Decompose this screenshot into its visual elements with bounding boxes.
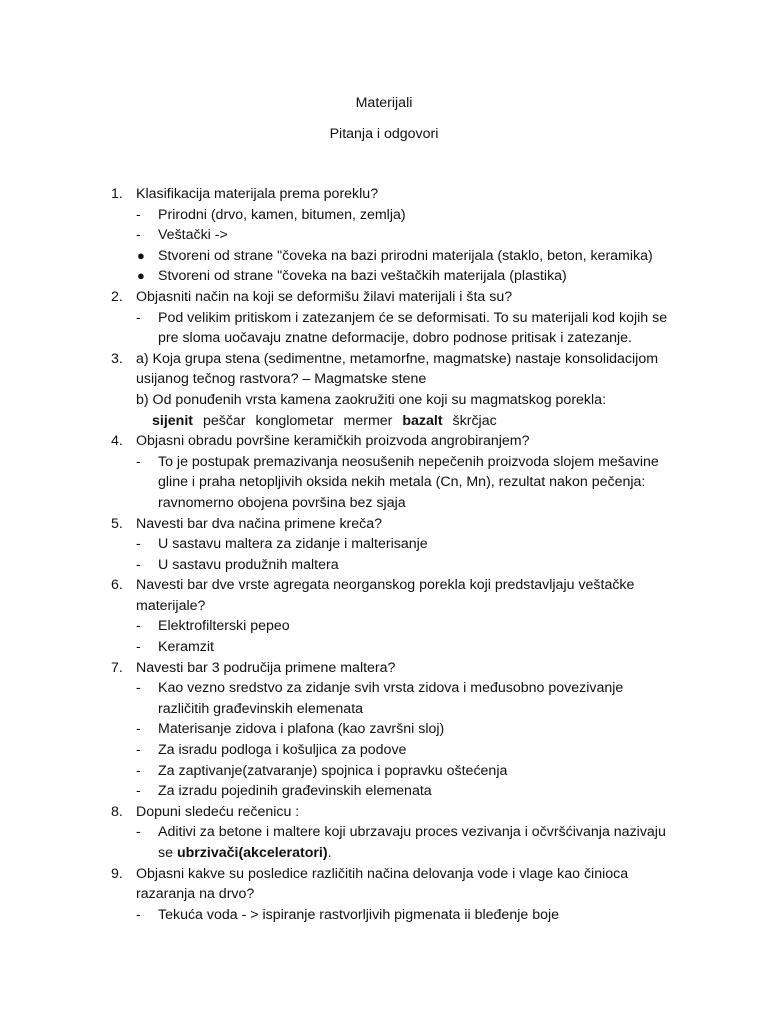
dash-marker: - [136, 556, 141, 573]
question-number: 8. [111, 803, 123, 820]
dash-marker: - [136, 639, 141, 656]
question-text: Objasni kakve su posledice različitih načina delovanja vode i vlage kao činioca razaranja na drvo? [136, 865, 629, 903]
answer-text: Aditivi za betone i maltere koji ubrzavaju proces vezivanja i očvršćivanja nazivaju se [158, 824, 666, 861]
question-number: 7. [111, 659, 123, 676]
stone-option: škrčjac [452, 412, 497, 429]
answer-item: Keramzit [158, 639, 214, 656]
answer-item [158, 822, 678, 863]
answer-item: Za zaptivanje(zatvaranje) spojnica i popravku oštećenja [158, 762, 508, 779]
dash-marker: - [136, 742, 141, 759]
answer-item: U sastavu maltera za zidanje i malterisanje [158, 536, 428, 553]
answer-item: Prirodni (drvo, kamen, bitumen, zemlja) [158, 206, 406, 223]
bullet-icon: ● [137, 247, 145, 263]
dash-marker: - [136, 618, 141, 635]
question-text: a) Koja grupa stena (sedimentne, metamorfne, magmatske) nastaje konsolidacijom usijanog tečnog rastvora? – Magmatske stene [136, 350, 659, 388]
dash-marker: - [136, 762, 141, 779]
question-9 [0, 864, 768, 926]
question-text: Navesti bar dve vrste agregata neorganskog porekla koji predstavljaju veštačke materijale? [136, 577, 635, 614]
stone-options [152, 411, 768, 432]
dash-marker: - [136, 824, 141, 841]
answer-item: Za izradu pojedinih građevinskih elemenata [158, 783, 432, 800]
answer-item: Tekuća voda - > ispiranje rastvorljivih pigmenata ii bleđenje boje [158, 906, 560, 923]
question-number: 4. [111, 433, 123, 450]
dash-marker: - [136, 536, 141, 553]
dash-marker: - [136, 721, 141, 738]
question-number: 2. [111, 288, 123, 305]
question-5 [0, 514, 768, 576]
dash-marker: - [136, 906, 141, 923]
answer-keyword: ubrzivači(akceleratori) [176, 845, 328, 861]
question-7 [0, 658, 768, 802]
stone-option: peščar [202, 412, 246, 429]
stone-option-selected: bazalt [402, 412, 443, 429]
question-3 [0, 349, 768, 431]
stone-option-selected: sijenit [152, 412, 193, 429]
dash-marker: - [136, 206, 141, 223]
answer-item: Pod velikim pritiskom i zatezanjem će se deformisati. To su materijali kod kojih se pre sloma uočavaju znatne deformacije, dobro podnose pritisak i zatezanje. [158, 309, 668, 347]
dash-marker: - [136, 309, 141, 326]
question-8 [0, 802, 768, 864]
question-text: Objasniti način na koji se deformišu žilavi materijali i šta su? [136, 288, 513, 305]
answer-item: Stvoreni od strane "čoveka na bazi prirodni materijala (staklo, beton, keramika) [158, 247, 653, 264]
question-number: 6. [111, 577, 123, 594]
answer-item: To je postupak premazivanja neosušenih nepečenih proizvoda slojem mešavine gline i praha netopljivih oksida nekih metala (Cn, Mn), rezultat nakon pečenja: ravnomerno obojena površina bez sjaja [158, 453, 659, 511]
question-number: 5. [111, 515, 123, 532]
answer-item: Za isradu podloga i košuljica za podove [158, 742, 407, 759]
question-number: 9. [111, 865, 123, 882]
dash-marker: - [136, 680, 141, 697]
dash-marker: - [136, 227, 141, 244]
question-number: 3. [111, 350, 123, 367]
stone-option: mermer [343, 412, 393, 429]
question-text: Klasifikacija materijala prema poreklu? [136, 186, 379, 202]
question-text: Navesti bar dva načina primene kreča? [136, 515, 383, 532]
dash-marker: - [136, 453, 141, 470]
bullet-icon: ● [137, 268, 145, 284]
question-text: Objasni obradu površine keramičkih proizvoda angrobiranjem? [136, 433, 530, 450]
question-2 [0, 287, 768, 349]
answer-item: Stvoreni od strane "čoveka na bazi veštačkih materijala (plastika) [158, 268, 567, 285]
question-6 [0, 575, 768, 657]
dash-marker: - [136, 783, 141, 800]
question-subpart-text: b) Od ponuđenih vrsta kamena zaokružiti one koji su magmatskog porekla: [136, 391, 607, 408]
answer-item: Elektrofilterski pepeo [158, 618, 290, 635]
answer-item: U sastavu produžnih maltera [158, 556, 339, 573]
answer-punctuation: . [327, 845, 332, 861]
answer-item: Kao vezno sredstvo za zidanje svih vrsta zidova i međusobno povezivanje različitih građevinskih elemenata [158, 680, 624, 717]
stone-option: konglometar [255, 412, 334, 429]
question-text: Navesti bar 3 područija primene maltera? [136, 659, 396, 676]
question-1 [0, 184, 768, 287]
document-title: Materijali [355, 95, 413, 111]
question-4 [0, 431, 768, 513]
question-number: 1. [111, 186, 123, 202]
question-text: Dopuni sledeću rečenicu : [136, 803, 300, 820]
question-list [0, 184, 768, 925]
answer-item: Materisanje zidova i plafona (kao završni sloj) [158, 721, 445, 738]
answer-item: Veštački -> [158, 227, 228, 244]
document-subtitle: Pitanja i odgovori [329, 126, 439, 142]
